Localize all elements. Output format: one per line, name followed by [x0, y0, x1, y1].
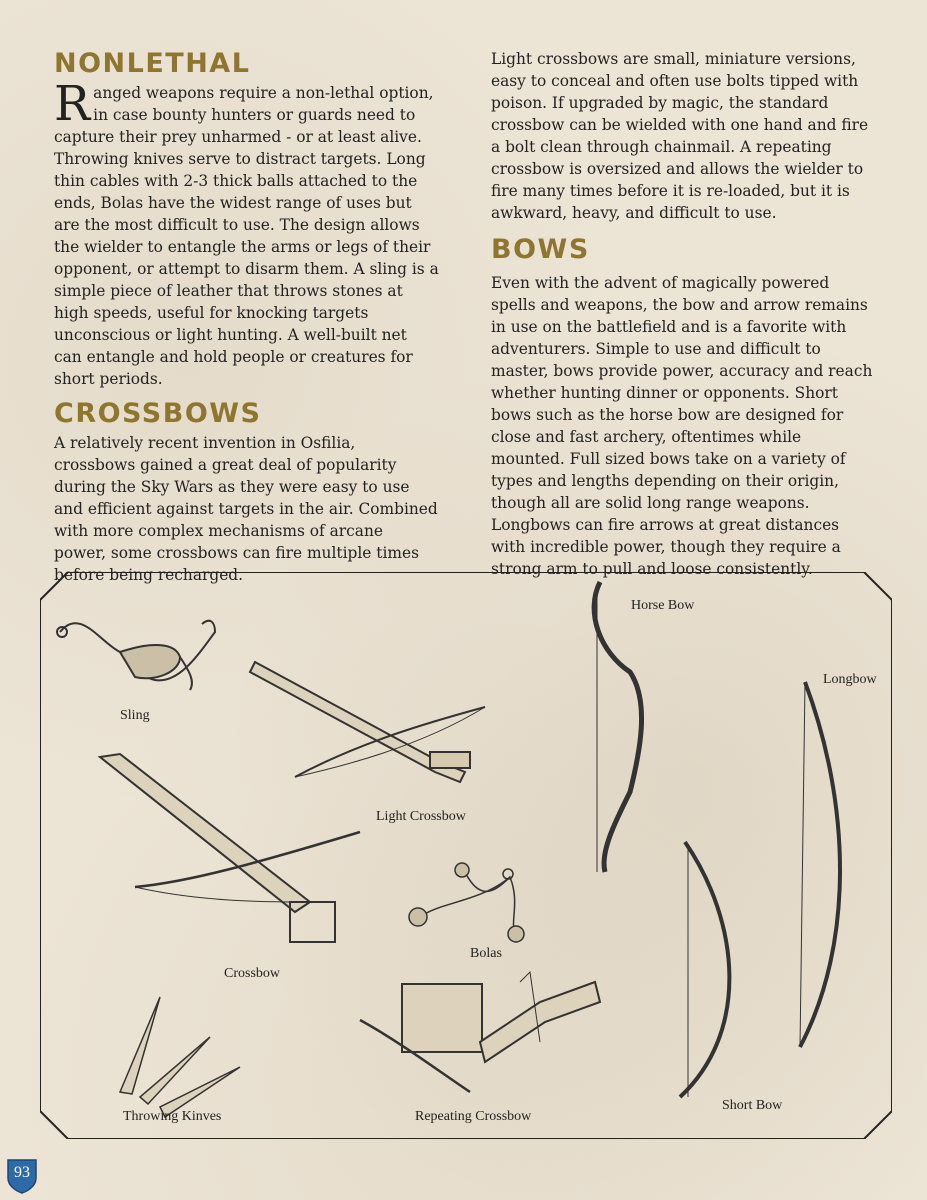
- right-column: [491, 48, 876, 580]
- heading-nonlethal: NONLETHAL: [54, 48, 251, 79]
- throwing-knives-drawing: [120, 997, 240, 1117]
- sling-drawing: [57, 621, 215, 690]
- nonlethal-text: anged weapons require a non-lethal option, in case bounty hunters or guards need to capture their prey unharmed - or at least alive. Throwing knives serve to distract targets. Long thin cables with 2-3 thick balls attached to the ends, Bolas have the widest range of uses but are the most difficult to use. The design allows the wielder to entangle the arms or legs of their opponent, or attempt to disarm them. A sling is a simple piece of leather that throws stones at high speeds, useful for knocking targets unconscious or light hunting. A well-built net can entangle and hold people or creatures for short periods.: [54, 84, 439, 388]
- repeating-crossbow-drawing: [360, 972, 600, 1092]
- crossbow-drawing: [100, 754, 360, 942]
- light-crossbow-drawing: [250, 662, 485, 782]
- heading-bows: BOWS: [491, 234, 590, 265]
- caption-light-crossbow: Light Crossbow: [376, 809, 466, 824]
- bolas-drawing: [409, 863, 524, 942]
- caption-repeating-crossbow: Repeating Crossbow: [415, 1109, 532, 1124]
- caption-sling: Sling: [120, 708, 150, 723]
- nonlethal-paragraph: [54, 76, 439, 390]
- left-column: [54, 46, 439, 586]
- short-bow-drawing: [680, 842, 729, 1097]
- caption-longbow: Longbow: [823, 672, 877, 687]
- crossbows-paragraph: A relatively recent invention in Osfilia, crossbows gained a great deal of popularity during the Sky Wars as they were easy to use and efficient against targets in the air. Combined with more complex mechanisms of arcane power, some crossbows can fire multiple times before being recharged.: [54, 434, 438, 584]
- drop-cap: R: [54, 76, 91, 132]
- illustration-frame: [40, 572, 892, 1139]
- horse-bow-drawing: [594, 582, 641, 872]
- caption-bolas: Bolas: [470, 946, 502, 961]
- bows-paragraph: Even with the advent of magically powered spells and weapons, the bow and arrow remains in use on the battlefield and is a favorite with adventurers. Simple to use and difficult to master, bows provide power, accuracy and reach whether hunting dinner or opponents. Short bows such as the horse bow are designed for close and fast archery, oftentimes while mounted. Full sized bows take on a variety of types and lengths depending on their origin, though all are solid long range weapons. Longbows can fire arrows at great distances with incredible power, though they require a strong arm to pull and loose consistently.: [491, 274, 873, 578]
- caption-crossbow: Crossbow: [224, 966, 281, 981]
- caption-horse-bow: Horse Bow: [631, 598, 695, 613]
- page-number: 93: [14, 1164, 30, 1181]
- longbow-drawing: [800, 682, 840, 1047]
- heading-crossbows: CROSSBOWS: [54, 398, 262, 429]
- caption-throwing-knives: Throwing Kinves: [123, 1109, 222, 1124]
- crossbows-continued-paragraph: Light crossbows are small, miniature versions, easy to conceal and often use bolts tipped with poison. If upgraded by magic, the standard crossbow can be wielded with one hand and fire a bolt clean through chainmail. A repeating crossbow is oversized and allows the wielder to fire many times before it is re-loaded, but it is awkward, heavy, and difficult to use.: [491, 50, 869, 222]
- caption-short-bow: Short Bow: [722, 1098, 783, 1113]
